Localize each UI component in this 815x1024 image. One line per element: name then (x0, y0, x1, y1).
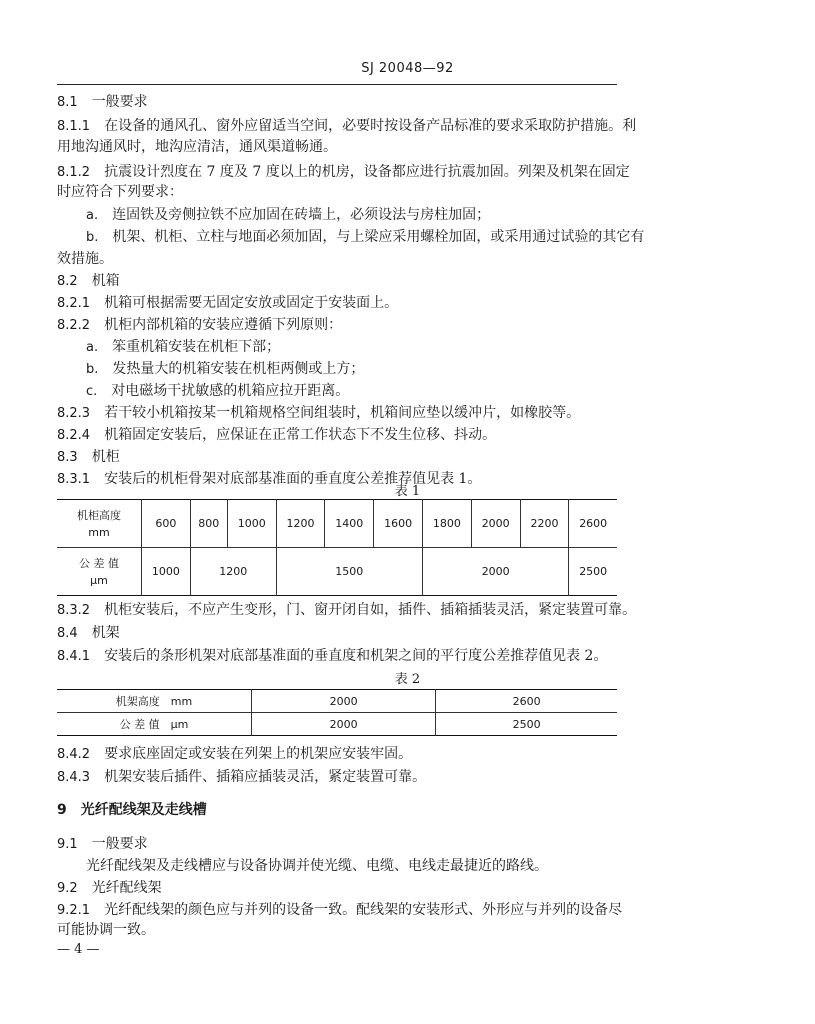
clause-8-2-2 (57, 315, 622, 336)
clause-number: 8.3.1 (57, 472, 91, 487)
item-letter: b. (86, 230, 99, 245)
clause-number: 8.4.3 (57, 770, 91, 785)
tolerance-cell: 1200 (190, 548, 276, 596)
tolerance-cell: 1500 (276, 548, 422, 596)
clause-number: 9.1 (57, 837, 78, 852)
clause-text: 光纤配线架的颜色应与并列的设备一致。配线架的安装形式、外形应与并列的设备尽 (104, 902, 623, 918)
clause-8-1 (57, 92, 622, 113)
table-row (57, 713, 617, 736)
item-8-1-2-b-cont: 效措施。 (57, 251, 113, 267)
clause-number: 8.2.4 (57, 428, 91, 443)
clause-8-2-4 (57, 425, 622, 446)
table-row (57, 690, 617, 713)
clause-9-2 (57, 878, 622, 899)
standard-number-header: SJ 20048—92 (361, 61, 454, 76)
item-8-2-2-a (86, 337, 651, 358)
clause-number: 8.3 (57, 450, 78, 465)
clause-title: 机架 (91, 625, 120, 641)
item-letter: a. (86, 340, 99, 355)
height-cell: 1200 (276, 500, 325, 548)
clause-9-1-body: 光纤配线架及走线槽应与设备协调并使光缆、电缆、电线走最捷近的路线。 (86, 858, 548, 874)
tolerance-cell: 2000 (252, 713, 436, 736)
tolerance-cell: 2500 (436, 713, 617, 736)
clause-8-1-2 (57, 162, 630, 183)
row-header-unit: μm (90, 573, 108, 587)
row-header-label: 机柜高度 (77, 508, 121, 522)
chapter-title: 光纤配线架及走线槽 (80, 802, 207, 818)
table-2-caption: 表 2 (394, 672, 421, 687)
clause-text: 机箱可根据需要无固定安放或固定于安装面上。 (104, 295, 399, 311)
item-8-1-2-a (86, 205, 651, 226)
clause-number: 8.1.2 (57, 165, 91, 180)
row-header-unit: mm (88, 525, 110, 539)
row-header-tolerance (57, 548, 142, 596)
clause-number: 8.2.2 (57, 318, 91, 333)
clause-8-4-2 (57, 744, 622, 765)
height-cell: 1800 (423, 500, 472, 548)
clause-8-3 (57, 447, 622, 468)
tolerance-cell: 2500 (569, 548, 617, 596)
chapter-number: 9 (57, 802, 67, 818)
page-number-footer: — 4 — (57, 942, 100, 957)
table-1 (57, 499, 617, 596)
item-text: 笨重机箱安装在机柜下部； (112, 339, 281, 355)
clause-8-4 (57, 623, 622, 644)
item-text: 连固铁及旁侧拉铁不应加固在砖墙上，必须设法与房柱加固； (112, 207, 491, 223)
height-cell: 1600 (374, 500, 423, 548)
clause-number: 8.2.3 (57, 406, 91, 421)
item-text: 机架、机柜、立柱与地面必须加固，与上梁应采用螺栓加固，或采用通过试验的其它有 (112, 229, 645, 245)
clause-number: 8.2.1 (57, 296, 91, 311)
clause-title: 机箱 (91, 273, 120, 289)
table-1-caption: 表 1 (394, 484, 421, 499)
item-8-1-2-b (86, 227, 651, 248)
row-header-height: 机架高度 mm (57, 690, 252, 713)
header-rule (57, 84, 617, 85)
clause-number: 8.1 (57, 95, 78, 110)
clause-number: 8.1.1 (57, 119, 91, 134)
clause-number: 8.4 (57, 626, 78, 641)
height-cell: 600 (142, 500, 191, 548)
chapter-9-heading (57, 800, 622, 820)
clause-text: 机柜安装后，不应产生变形，门、窗开闭自如，插件、插箱插装灵活，紧定装置可靠。 (104, 602, 637, 618)
clause-8-2-3 (57, 403, 622, 424)
clause-8-3-2 (57, 600, 637, 621)
item-text: 发热量大的机箱安装在机柜两侧或上方； (112, 361, 365, 377)
clause-8-1-1-cont: 用地沟通风时，地沟应清洁，通风渠道畅通。 (57, 139, 337, 155)
clause-text: 若干较小机箱按某一机箱规格空间组装时，机箱间应垫以缓冲片，如橡胶等。 (104, 405, 581, 421)
clause-number: 9.2 (57, 881, 78, 896)
item-8-2-2-b (86, 359, 651, 380)
height-cell: 2600 (569, 500, 617, 548)
clause-title: 一般要求 (91, 836, 148, 852)
clause-text: 要求底座固定或安装在列架上的机架应安装牢固。 (104, 746, 413, 762)
height-cell: 1000 (227, 500, 276, 548)
height-cell: 2000 (471, 500, 520, 548)
clause-text: 安装后的机柜骨架对底部基准面的垂直度公差推荐值见表 1。 (104, 471, 482, 487)
clause-title: 光纤配线架 (91, 880, 162, 896)
clause-number: 8.4.1 (57, 649, 91, 664)
clause-text: 安装后的条形机架对底部基准面的垂直度和机架之间的平行度公差推荐值见表 2。 (104, 648, 608, 664)
height-cell: 2000 (252, 690, 436, 713)
clause-text: 机架安装后插件、插箱应插装灵活，紧定装置可靠。 (104, 769, 427, 785)
clause-9-2-1-cont: 可能协调一致。 (57, 922, 155, 938)
clause-title: 机柜 (91, 449, 120, 465)
table-row (57, 548, 617, 596)
height-cell: 2200 (520, 500, 569, 548)
row-header-tolerance: 公 差 值 μm (119, 718, 189, 731)
clause-8-4-1 (57, 646, 622, 667)
clause-8-1-2-cont: 时应符合下列要求： (57, 184, 183, 200)
item-8-2-2-c (86, 381, 651, 402)
tolerance-cell: 2000 (423, 548, 569, 596)
clause-number: 8.2 (57, 274, 78, 289)
clause-text: 在设备的通风孔、窗外应留适当空间，必要时按设备产品标准的要求采取防护措施。利 (104, 118, 637, 134)
clause-9-1 (57, 834, 622, 855)
table-row (57, 500, 617, 548)
clause-text: 机箱固定安装后，应保证在正常工作状态下不发生位移、抖动。 (104, 427, 497, 443)
height-cell: 800 (190, 500, 227, 548)
clause-number: 9.2.1 (57, 903, 91, 918)
clause-text: 抗震设计烈度在 7 度及 7 度以上的机房，设备都应进行抗震加固。列架及机架在固定 (104, 164, 630, 180)
item-letter: c. (86, 384, 98, 399)
clause-9-2-1 (57, 900, 622, 921)
row-header-height (57, 500, 142, 548)
clause-number: 8.4.2 (57, 747, 91, 762)
row-header-label: 公 差 值 (79, 556, 119, 570)
height-cell: 2600 (436, 690, 617, 713)
tolerance-cell: 1000 (142, 548, 191, 596)
item-text: 对电磁场干扰敏感的机箱应拉开距离。 (111, 383, 350, 399)
table-2 (57, 689, 617, 736)
clause-8-2 (57, 271, 622, 292)
clause-8-4-3 (57, 767, 622, 788)
item-letter: b. (86, 362, 99, 377)
item-letter: a. (86, 208, 99, 223)
height-cell: 1400 (325, 500, 374, 548)
clause-8-2-1 (57, 293, 622, 314)
clause-number: 8.3.2 (57, 603, 91, 618)
clause-8-1-1 (57, 116, 637, 137)
clause-title: 一般要求 (91, 94, 148, 110)
clause-text: 机柜内部机箱的安装应遵循下列原则： (104, 317, 343, 333)
